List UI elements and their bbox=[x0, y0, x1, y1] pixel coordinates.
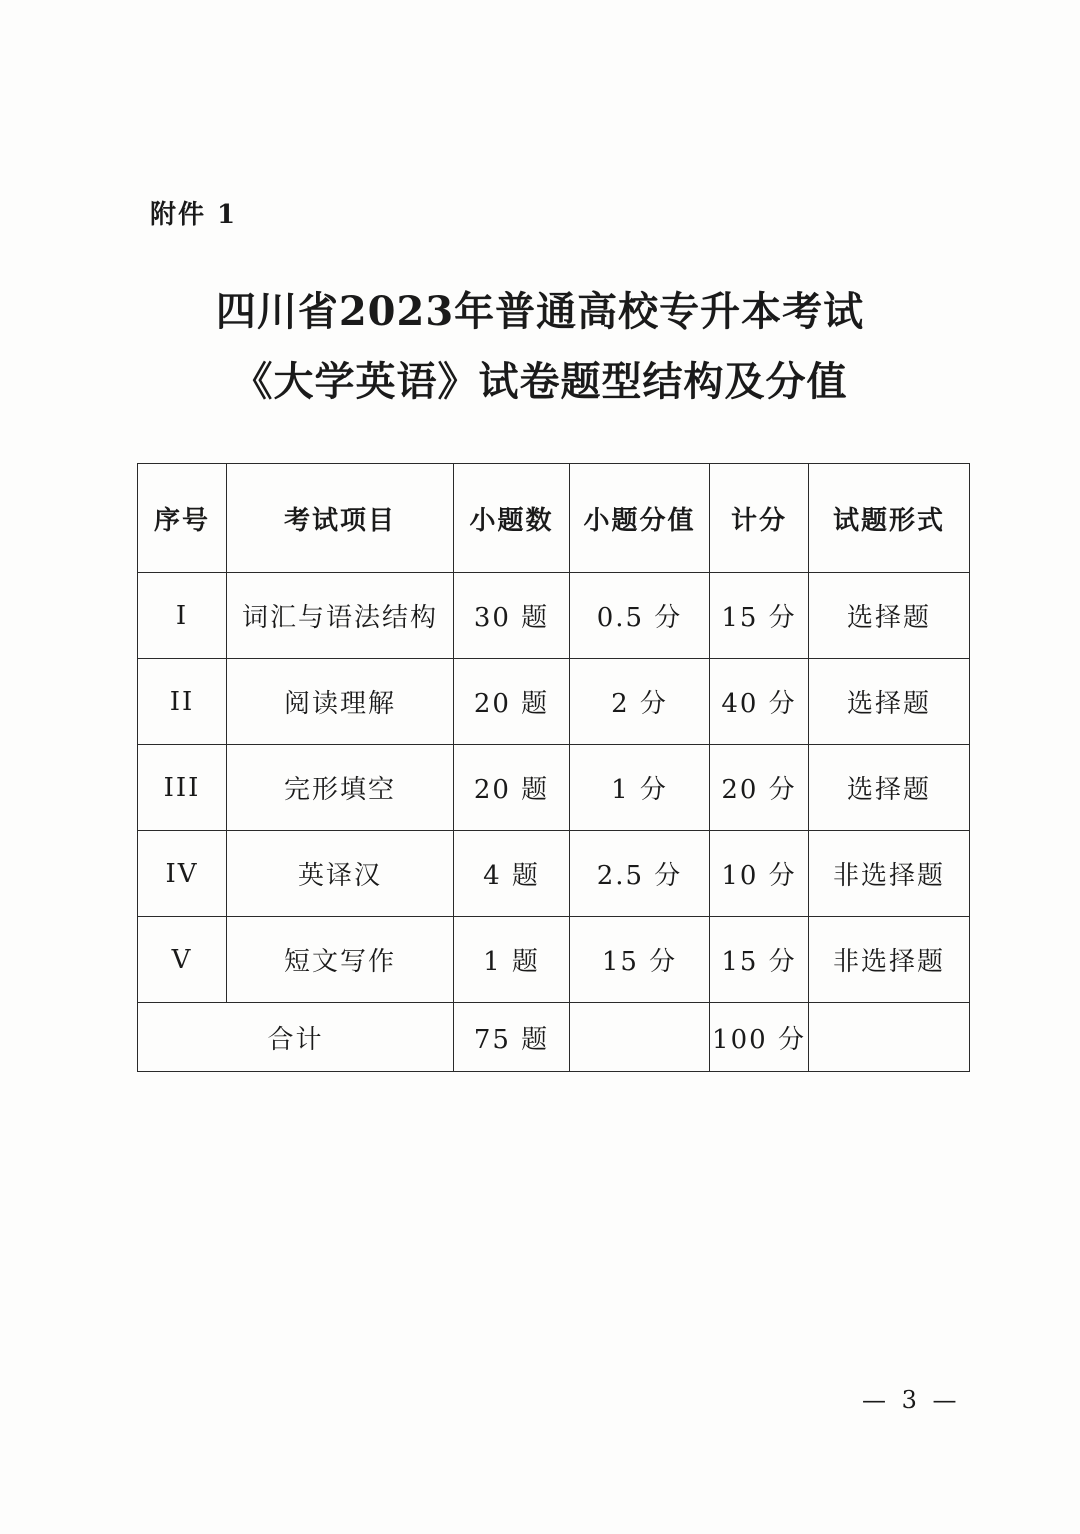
cell-total-score: 15 分 bbox=[710, 917, 809, 1003]
exam-structure-table bbox=[137, 463, 970, 1072]
cell-exam-item: 阅读理解 bbox=[227, 659, 454, 745]
total-question-score bbox=[570, 1003, 710, 1072]
table-row bbox=[138, 659, 970, 745]
cell-serial: III bbox=[138, 745, 227, 831]
total-question-form bbox=[809, 1003, 970, 1072]
cell-question-form: 选择题 bbox=[809, 659, 970, 745]
table-row bbox=[138, 917, 970, 1003]
cell-question-form: 选择题 bbox=[809, 745, 970, 831]
header-total-score: 计分 bbox=[710, 464, 809, 573]
table-header-row bbox=[138, 464, 970, 573]
cell-question-score: 15 分 bbox=[570, 917, 710, 1003]
cell-total-score: 40 分 bbox=[710, 659, 809, 745]
cell-total-score: 15 分 bbox=[710, 573, 809, 659]
cell-question-score: 2 分 bbox=[570, 659, 710, 745]
cell-question-count: 20 题 bbox=[454, 659, 570, 745]
table-row bbox=[138, 573, 970, 659]
cell-question-score: 1 分 bbox=[570, 745, 710, 831]
page-number: — 3 — bbox=[862, 1386, 961, 1414]
cell-serial: II bbox=[138, 659, 227, 745]
cell-serial: I bbox=[138, 573, 227, 659]
header-question-score: 小题分值 bbox=[570, 464, 710, 573]
header-serial: 序号 bbox=[138, 464, 227, 573]
cell-serial: V bbox=[138, 917, 227, 1003]
cell-question-count: 1 题 bbox=[454, 917, 570, 1003]
attachment-label: 附件 1 bbox=[150, 200, 238, 230]
cell-total-score: 20 分 bbox=[710, 745, 809, 831]
cell-total-score: 10 分 bbox=[710, 831, 809, 917]
total-label: 合计 bbox=[138, 1003, 454, 1072]
cell-question-score: 2.5 分 bbox=[570, 831, 710, 917]
cell-question-form: 非选择题 bbox=[809, 917, 970, 1003]
cell-question-form: 非选择题 bbox=[809, 831, 970, 917]
cell-serial: IV bbox=[138, 831, 227, 917]
cell-question-count: 4 题 bbox=[454, 831, 570, 917]
header-exam-item: 考试项目 bbox=[227, 464, 454, 573]
cell-exam-item: 短文写作 bbox=[227, 917, 454, 1003]
cell-exam-item: 词汇与语法结构 bbox=[227, 573, 454, 659]
header-question-form: 试题形式 bbox=[809, 464, 970, 573]
cell-exam-item: 英译汉 bbox=[227, 831, 454, 917]
cell-question-form: 选择题 bbox=[809, 573, 970, 659]
document-title-line-2: 《大学英语》试卷题型结构及分值 bbox=[232, 358, 848, 405]
header-question-count: 小题数 bbox=[454, 464, 570, 573]
document-title-line-1: 四川省2023年普通高校专升本考试 bbox=[215, 288, 865, 335]
cell-question-count: 20 题 bbox=[454, 745, 570, 831]
table-row bbox=[138, 745, 970, 831]
cell-exam-item: 完形填空 bbox=[227, 745, 454, 831]
total-score: 100 分 bbox=[710, 1003, 809, 1072]
cell-question-count: 30 题 bbox=[454, 573, 570, 659]
table-total-row bbox=[138, 1003, 970, 1072]
total-question-count: 75 题 bbox=[454, 1003, 570, 1072]
table-row bbox=[138, 831, 970, 917]
cell-question-score: 0.5 分 bbox=[570, 573, 710, 659]
